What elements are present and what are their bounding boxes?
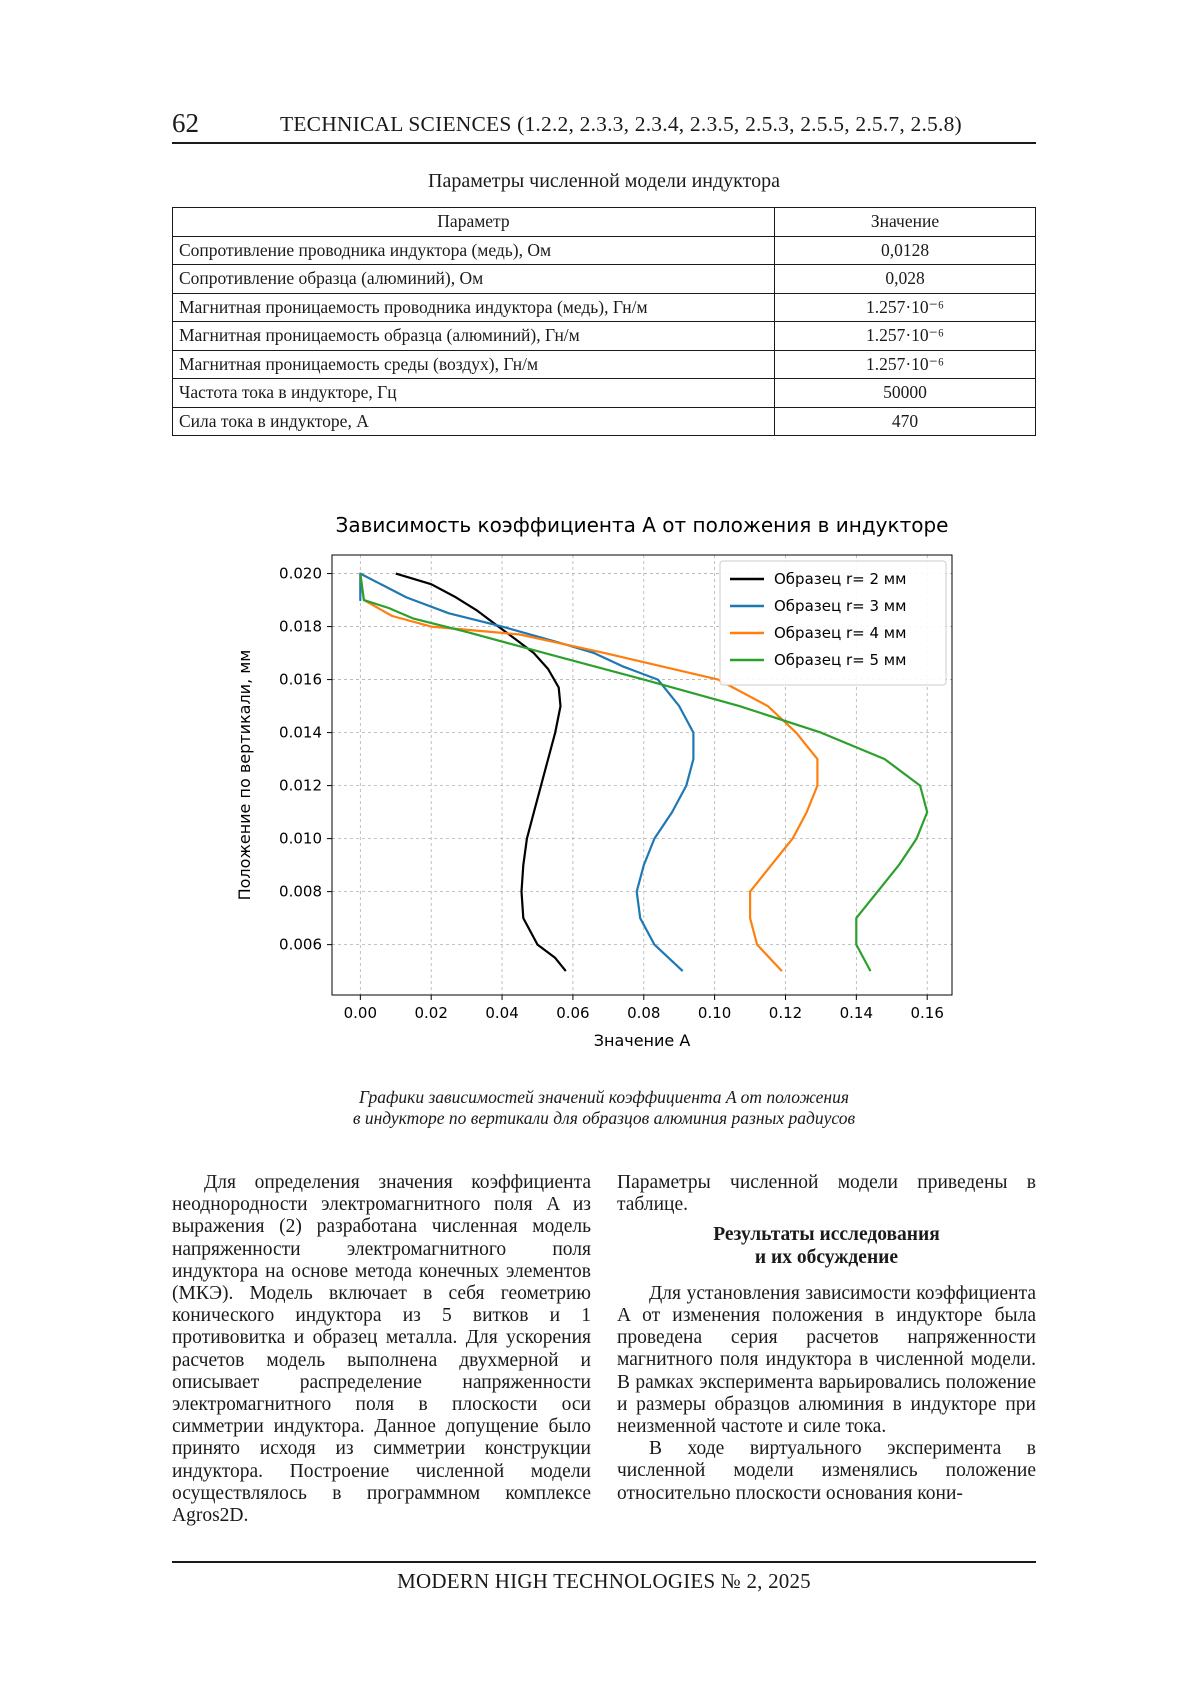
table-row <box>173 379 1036 408</box>
y-axis-label: Положение по вертикали, мм <box>235 649 254 901</box>
x-tick-label: 0.10 <box>697 1004 732 1022</box>
paragraph: Для установления зависимости коэффициента A от изменения положения в индукторе была проведена серия расчетов напряженности магнитного поля индуктора в численной модели. В рамках эксперимента варьировались положение и размеры образцов алюминия в индукторе при неизменной частоте и силе тока. <box>617 1282 1036 1438</box>
y-tick-label: 0.008 <box>279 882 322 901</box>
parameter-value-cell: 470 <box>775 407 1036 436</box>
table-title: Параметры численной модели индуктора <box>428 170 780 192</box>
y-tick-label: 0.018 <box>279 617 322 636</box>
x-tick-label: 0.08 <box>627 1004 661 1022</box>
parameter-name-cell: Магнитная проницаемость образца (алюминий), Гн/м <box>173 322 775 351</box>
y-tick-label: 0.012 <box>279 776 322 795</box>
chart-title: Зависимость коэффициента A от положения в индукторе <box>335 513 949 537</box>
text-column-right <box>617 1172 1036 1505</box>
x-tick-label: 0.04 <box>485 1004 519 1022</box>
parameter-value-cell: 1.257·10⁻⁶ <box>775 322 1036 351</box>
legend-label: Образец r= 5 мм <box>774 651 907 669</box>
table-row <box>173 350 1036 379</box>
paragraph: Параметры численной модели приведены в таблице. <box>617 1172 1036 1216</box>
table-header-row <box>173 208 1036 237</box>
journal-section: TECHNICAL SCIENCES (1.2.2, 2.3.3, 2.3.4, 2.3.5, 2.5.3, 2.5.5, 2.5.7, 2.5.8) <box>280 112 962 136</box>
x-tick-label: 0.06 <box>556 1004 590 1022</box>
coefficient-chart <box>232 505 972 1085</box>
x-tick-label: 0.00 <box>343 1004 378 1022</box>
figure-caption <box>172 1087 1036 1129</box>
page-header <box>172 104 1036 144</box>
y-tick-label: 0.006 <box>279 935 322 954</box>
parameter-name-cell: Сила тока в индукторе, А <box>173 407 775 436</box>
parameter-value-cell: 0,0128 <box>775 236 1036 265</box>
x-tick-label: 0.16 <box>910 1004 944 1022</box>
paragraph: В ходе виртуального эксперимента в численной модели изменялись положение относительно плоскости основания кони- <box>617 1438 1036 1504</box>
caption-line-2: в индукторе по вертикали для образцов алюминия разных радиусов <box>352 1108 856 1128</box>
legend-label: Образец r= 2 мм <box>774 570 907 588</box>
x-tick-label: 0.12 <box>768 1004 803 1022</box>
x-axis-label: Значение A <box>593 1031 691 1050</box>
caption-line-1: Графики зависимостей значений коэффициента A от положения <box>359 1087 849 1107</box>
table-row <box>173 265 1036 294</box>
parameter-value-cell: 50000 <box>775 379 1036 408</box>
y-tick-label: 0.020 <box>279 564 322 583</box>
series-line <box>396 574 566 972</box>
parameter-value-cell: 1.257·10⁻⁶ <box>775 350 1036 379</box>
column-header-parameter: Параметр <box>173 208 775 237</box>
parameter-name-cell: Магнитная проницаемость среды (воздух), Гн/м <box>173 350 775 379</box>
page-number: 62 <box>172 108 199 138</box>
parameter-name-cell: Частота тока в индукторе, Гц <box>173 379 775 408</box>
text-column-left <box>172 1172 591 1527</box>
heading-line-1: Результаты исследования <box>713 1224 940 1246</box>
legend-label: Образец r= 3 мм <box>774 597 907 615</box>
parameter-value-cell: 0,028 <box>775 265 1036 294</box>
y-tick-label: 0.016 <box>279 670 322 689</box>
section-heading <box>617 1224 1036 1268</box>
table-row <box>173 293 1036 322</box>
legend-label: Образец r= 4 мм <box>774 624 907 642</box>
paragraph: Для определения значения коэффициента неоднородности электромагнитного поля A из выражения (2) разработана численная модель напряженности электромагнитного поля индуктора на основе метода конечных элементов (МКЭ). Модель включает в себя геометрию конического индуктора из 5 витков и 1 противовитка и образец металла. Для ускорения расчетов модель выполнена двухмерной и описывает распределение напряженности электромагнитного поля в плоскости оси симметрии индуктора. Данное допущение было принято исходя из симметрии конструкции индуктора. Построение численной модели осуществлялось в программном комплексе Agros2D. <box>172 1172 591 1527</box>
page-footer <box>172 1561 1036 1594</box>
parameter-value-cell: 1.257·10⁻⁶ <box>775 293 1036 322</box>
parameters-table <box>172 207 1036 436</box>
parameter-name-cell: Сопротивление проводника индуктора (медь), Ом <box>173 236 775 265</box>
parameter-name-cell: Магнитная проницаемость проводника индуктора (медь), Гн/м <box>173 293 775 322</box>
table-row <box>173 322 1036 351</box>
table-row <box>173 236 1036 265</box>
footer-journal: MODERN HIGH TECHNOLOGIES № 2, 2025 <box>397 1569 811 1593</box>
column-header-value: Значение <box>775 208 1036 237</box>
parameter-name-cell: Сопротивление образца (алюминий), Ом <box>173 265 775 294</box>
x-tick-label: 0.14 <box>839 1004 874 1022</box>
table-row <box>173 407 1036 436</box>
x-tick-label: 0.02 <box>414 1004 448 1022</box>
y-tick-label: 0.010 <box>279 829 322 848</box>
heading-line-2: и их обсуждение <box>754 1246 899 1268</box>
y-tick-label: 0.014 <box>279 723 322 742</box>
table-body <box>173 236 1036 436</box>
